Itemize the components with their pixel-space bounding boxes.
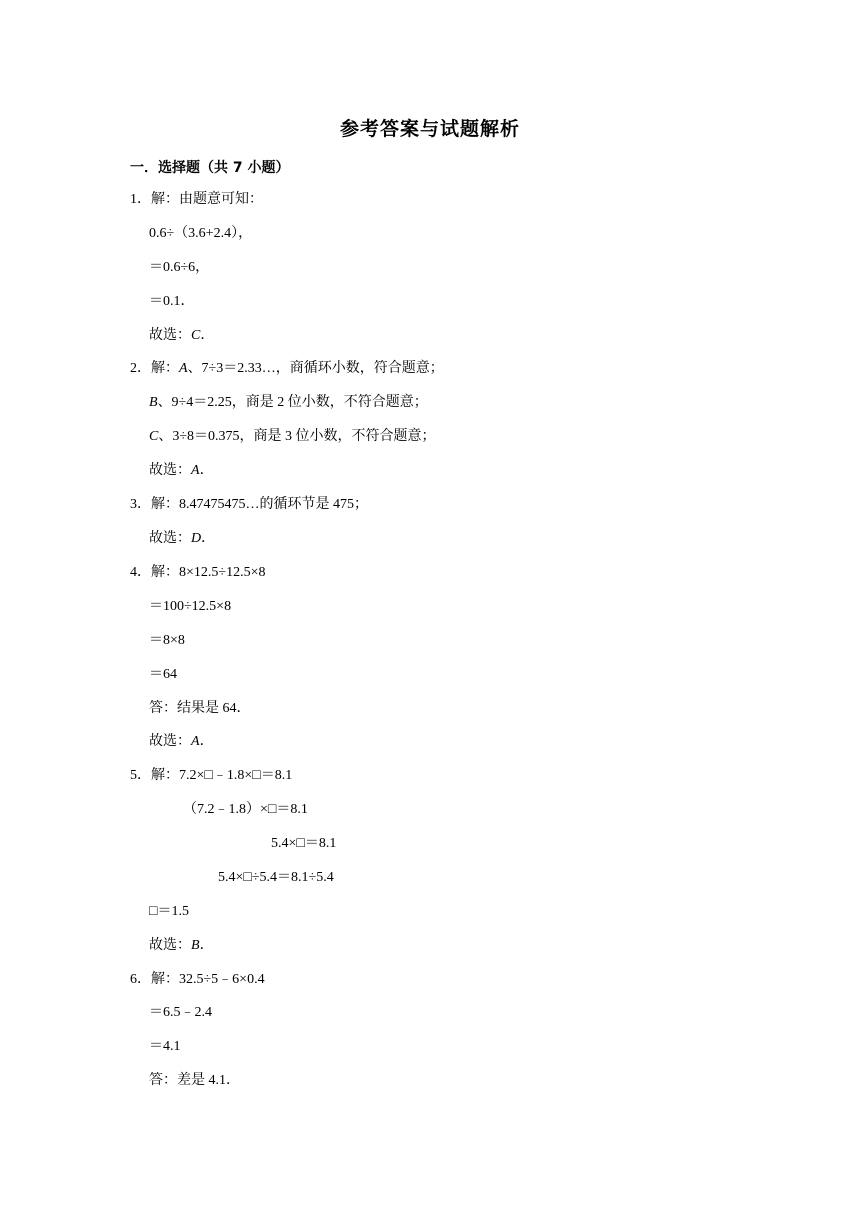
answer-1-step: ＝0.6÷6， [149,260,210,275]
answer-5-step: 5.4×□÷5.4＝8.1÷5.4 [218,870,334,885]
answer-5-step: 5.4×□＝8.1 [271,836,337,851]
answer-1-choice: 故选：C． [149,328,215,343]
answer-6-step: ＝4.1 [149,1039,181,1054]
answer-2-choice: 故选：A． [149,463,214,478]
answer-5-choice: 故选：B． [149,938,214,953]
answer-4-heading: 4．解：8×12.5÷12.5×8 [130,565,266,580]
answer-4-step: ＝100÷12.5×8 [149,599,232,614]
answer-3-choice: 故选：D． [149,531,216,546]
answer-4-choice: 故选：A． [149,734,214,749]
answer-2-heading: 2．解：A、7÷3＝2.33…，商循环小数，符合题意； [130,361,444,376]
answer-6-conclusion: 答：差是 4.1． [149,1073,240,1088]
section-heading: 一．选择题（共 7 小题） [130,160,290,176]
answer-4-step: ＝8×8 [149,633,185,648]
page-title: 参考答案与试题解析 [339,118,520,140]
answer-5-step: □＝1.5 [149,904,189,919]
answer-2-step: C、3÷8＝0.375，商是 3 位小数，不符合题意； [149,429,436,444]
answer-2-step: B、9÷4＝2.25，商是 2 位小数，不符合题意； [149,395,428,410]
answer-1-step: 0.6÷（3.6+2.4）， [149,226,253,241]
answer-1-heading: 1．解：由题意可知： [130,192,263,207]
answer-1-step: ＝0.1． [149,294,195,309]
answer-4-conclusion: 答：结果是 64． [149,701,251,716]
answer-6-heading: 6．解：32.5÷5﹣6×0.4 [130,972,265,987]
answer-5-heading: 5．解：7.2×□﹣1.8×□＝8.1 [130,768,293,783]
answer-5-step: （7.2﹣1.8）×□＝8.1 [183,802,308,817]
answer-4-step: ＝64 [149,667,177,682]
answer-6-step: ＝6.5﹣2.4 [149,1005,212,1020]
answer-3-heading: 3．解：8.47475475…的循环节是 475； [130,497,368,512]
